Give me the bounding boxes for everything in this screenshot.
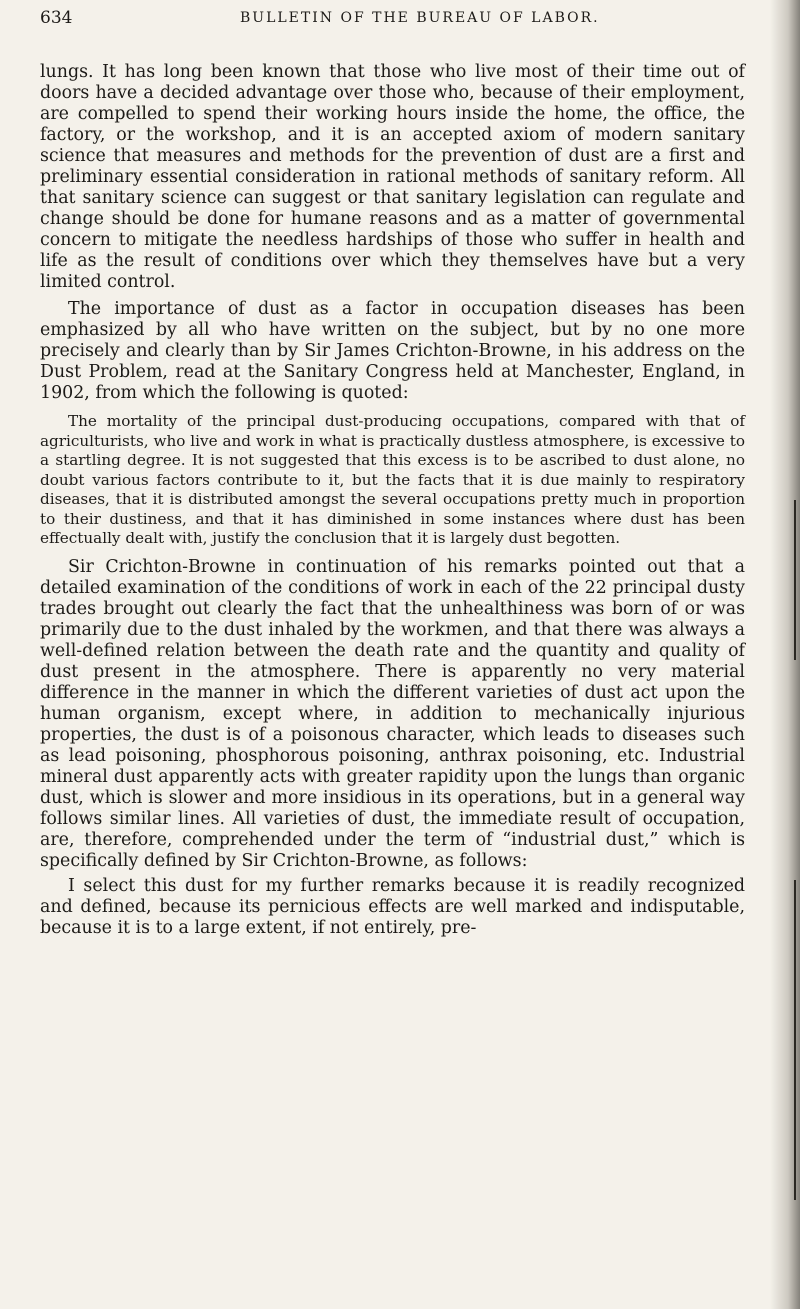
page-number: 634 [40, 8, 73, 28]
running-head: BULLETIN OF THE BUREAU OF LABOR. [240, 10, 600, 26]
paragraph-2: The importance of dust as a factor in occupation diseases has been emphasized by all who have written on the subject, but by no one more precisely and clearly than by Sir James Crichton-Browne, in his address on the Dust Problem, read at the Sanitary Congress held at Manchester, England, in 1902, from which the following is quoted: [40, 299, 745, 403]
binding-mark [794, 500, 796, 660]
paragraph-4: I select this dust for my further remarks because it is readily recognized and defined, because its pernicious effects are well marked and indisputable, because it is to a large extent, if not entirely, pre- [40, 875, 745, 938]
paragraph-1: lungs. It has long been known that those who live most of their time out of doors have a decided advantage over those who, because of their employment, are compelled to spend their working hours inside the home, the office, the factory, or the workshop, and it is an accepted axiom of modern sanitary science that measures and methods for the prevention of dust are a first and preliminary essential consideration in rational methods of sanitary reform. All that sanitary science can suggest or that sanitary legislation can regulate and change should be done for humane reasons and as a matter of governmental concern to mitigate the needless hardships of those who suffer in health and life as the result of conditions over which they themselves have but a very limited control. [40, 62, 745, 292]
body-text [40, 62, 745, 939]
page-edge-shadow [770, 0, 800, 1309]
paragraph-3: Sir Crichton-Browne in continuation of his remarks pointed out that a detailed examination of the conditions of work in each of the 22 principal dusty trades brought out clearly the fact that the unhealthiness was born of or was primarily due to the dust inhaled by the workmen, and that there was always a well-defined relation between the death rate and the quantity and quality of dust present in the atmosphere. There is apparently no very material difference in the manner in which the different varieties of dust act upon the human organism, except where, in addition to mechanically injurious properties, the dust is of a poisonous character, which leads to diseases such as lead poisoning, phosphorous poisoning, anthrax poisoning, etc. Industrial mineral dust apparently acts with greater rapidity upon the lungs than organic dust, which is slower and more insidious in its operations, but in a general way follows similar lines. All varieties of dust, the immediate result of occupation, are, therefore, comprehended under the term of “industrial dust,” which is specifically defined by Sir Crichton-Browne, as follows: [40, 556, 745, 871]
page-header [40, 2, 760, 52]
binding-mark [794, 880, 796, 1200]
block-quote: The mortality of the principal dust-producing occupations, compared with that of agriculturists, who live and work in what is practically dustless atmosphere, is excessive to a startling degree. It is not suggested that this excess is to be ascribed to dust alone, no doubt various factors contribute to it, but the facts that it is due mainly to respiratory diseases, that it is distributed amongst the several occupations pretty much in proportion to their dustiness, and that it has diminished in some instances where dust has been effectually dealt with, justify the conclusion that it is largely dust begotten. [40, 412, 745, 547]
